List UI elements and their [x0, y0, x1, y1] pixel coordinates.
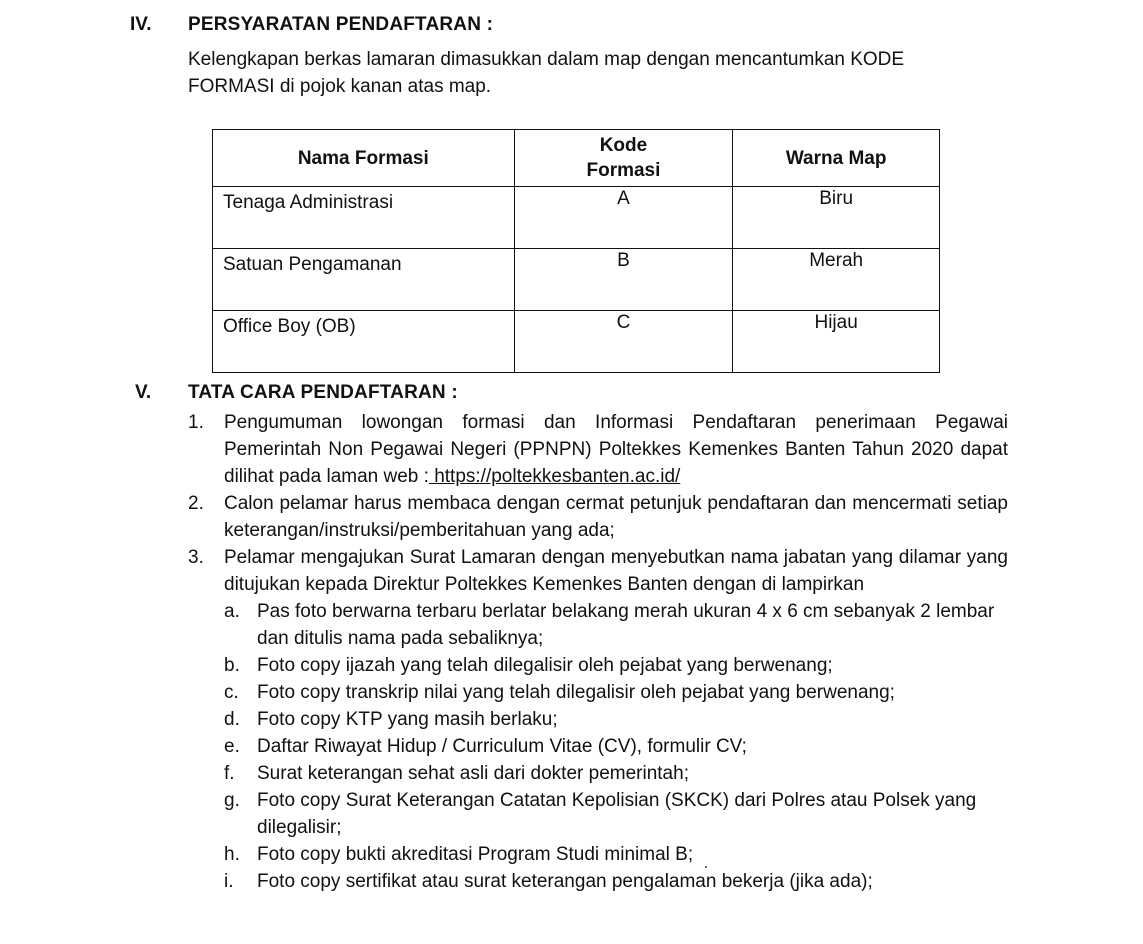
cell-nama: Satuan Pengamanan	[213, 249, 515, 311]
website-link[interactable]: https://poltekkesbanten.ac.id/	[428, 466, 681, 487]
sub-item-text: Surat keterangan sehat asli dari dokter pemerintah;	[257, 763, 689, 784]
sub-item-letter: a.	[224, 601, 240, 622]
sub-item-text: Foto copy bukti akreditasi Program Studi minimal B;	[257, 844, 694, 865]
sub-item-letter: d.	[224, 709, 240, 730]
table-row	[213, 187, 940, 249]
sub-item-letter: c.	[224, 682, 239, 703]
section-v-number: V.	[135, 382, 152, 403]
sub-item-letter: b.	[224, 655, 240, 676]
sub-item-letter: h.	[224, 844, 240, 865]
steps-list	[188, 409, 1008, 895]
sub-item	[224, 760, 1008, 787]
header-kode-line2: Formasi	[586, 160, 661, 181]
cell-kode: A	[514, 187, 733, 249]
cell-kode: C	[514, 311, 733, 373]
cell-nama: Office Boy (OB)	[213, 311, 515, 373]
list-item	[188, 409, 1008, 490]
sub-item	[224, 598, 1008, 652]
table-row	[213, 311, 940, 373]
sub-item-text: Foto copy transkrip nilai yang telah dilegalisir oleh pejabat yang berwenang;	[257, 682, 895, 703]
sub-item	[224, 868, 1008, 895]
sub-item-text: Pas foto berwarna terbaru berlatar belakang merah ukuran 4 x 6 cm sebanyak 2 lembar dan ditulis nama pada sebaliknya;	[257, 601, 995, 649]
section-v-title: TATA CARA PENDAFTARAN :	[188, 382, 458, 403]
list-item	[188, 544, 1008, 895]
section-iv-intro-line1: Kelengkapan berkas lamaran dimasukkan dalam map dengan mencantumkan KODE	[188, 49, 905, 70]
section-iv-number: IV.	[130, 14, 152, 35]
header-nama-formasi: Nama Formasi	[213, 130, 515, 187]
table-header-row	[213, 130, 940, 187]
cell-warna: Merah	[733, 249, 940, 311]
table-row	[213, 249, 940, 311]
item-text: Calon pelamar harus membaca dengan cermat petunjuk pendaftaran dan mencermati setiap keterangan/instruksi/pemberitahuan yang ada;	[224, 493, 1008, 541]
sub-item	[224, 733, 1008, 760]
sub-item-letter: g.	[224, 790, 240, 811]
list-item	[188, 490, 1008, 544]
section-iv-intro-line2: FORMASI di pojok kanan atas map.	[188, 76, 492, 97]
sub-item	[224, 652, 1008, 679]
sub-item	[224, 679, 1008, 706]
sub-item	[224, 787, 1008, 841]
cell-warna: Biru	[733, 187, 940, 249]
item-text: Pelamar mengajukan Surat Lamaran dengan menyebutkan nama jabatan yang dilamar yang ditujukan kepada Direktur Poltekkes Kemenkes Banten dengan di lampirkan	[224, 547, 1008, 595]
sub-item-text: Foto copy KTP yang masih berlaku;	[257, 709, 558, 730]
sub-item	[224, 706, 1008, 733]
header-warna-map: Warna Map	[733, 130, 940, 187]
scan-speck	[705, 866, 707, 868]
formasi-table	[212, 129, 940, 373]
sub-item-text: Foto copy ijazah yang telah dilegalisir oleh pejabat yang berwenang;	[257, 655, 833, 676]
section-iv-intro	[188, 46, 1008, 100]
sub-item-text: Foto copy Surat Keterangan Catatan Kepolisian (SKCK) dari Polres atau Polsek yang dilegalisir;	[257, 790, 977, 838]
sub-item-letter: i.	[224, 871, 234, 892]
sub-item-letter: e.	[224, 736, 240, 757]
cell-nama: Tenaga Administrasi	[213, 187, 515, 249]
cell-kode: B	[514, 249, 733, 311]
cell-warna: Hijau	[733, 311, 940, 373]
sub-item-text: Foto copy sertifikat atau surat keterangan pengalaman bekerja (jika ada);	[257, 871, 873, 892]
sub-item	[224, 841, 1008, 868]
attachment-list	[224, 598, 1008, 895]
header-kode-line1: Kode	[599, 135, 648, 156]
sub-item-letter: f.	[224, 763, 235, 784]
sub-item-text: Daftar Riwayat Hidup / Curriculum Vitae (CV), formulir CV;	[257, 736, 747, 757]
item-text: Pengumuman lowongan formasi dan Informasi Pendaftaran penerimaan Pegawai Pemerintah Non Pegawai Negeri (PPNPN) Poltekkes Kemenkes Banten Tahun 2020 dapat dilihat pada laman web :	[224, 412, 1008, 487]
section-iv-title: PERSYARATAN PENDAFTARAN :	[188, 14, 494, 35]
item-number: 1.	[188, 412, 204, 433]
item-number: 3.	[188, 547, 204, 568]
item-number: 2.	[188, 493, 204, 514]
header-kode-formasi	[514, 130, 733, 187]
